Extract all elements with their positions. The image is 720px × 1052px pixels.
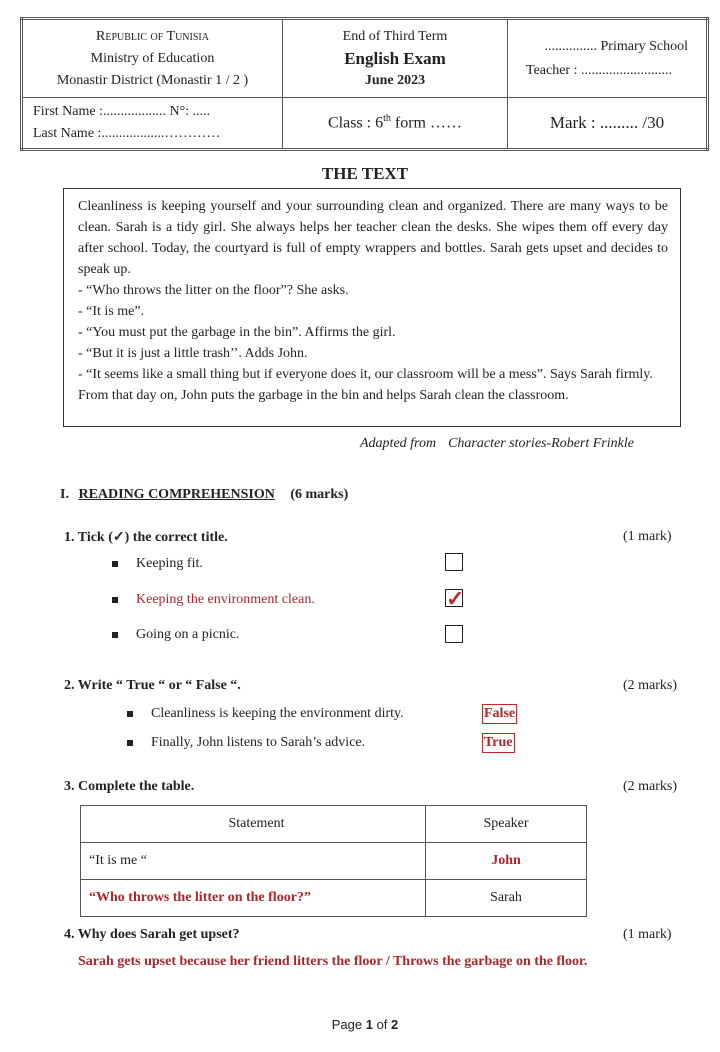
q1-option-label: Keeping fit. xyxy=(136,556,203,571)
statement-cell: “It is me “ xyxy=(81,843,426,880)
q2-item-text: Finally, John listens to Sarah’s advice. xyxy=(151,735,366,750)
q2-answer-1[interactable]: False xyxy=(482,704,517,724)
bullet-icon xyxy=(112,632,118,638)
statement-answer-cell[interactable]: “Who throws the litter on the floor?” xyxy=(81,880,426,917)
page-current: 1 xyxy=(365,1017,373,1032)
source-credit xyxy=(360,436,646,452)
term-label: End of Third Term xyxy=(342,28,448,44)
check-icon: ✓ xyxy=(446,586,465,611)
district-label: Monastir District (Monastir 1 / 2 ) xyxy=(56,72,249,88)
q1-checkbox-2[interactable] xyxy=(445,586,465,611)
teacher-field[interactable]: Teacher : .......................... xyxy=(526,62,672,78)
bullet-icon xyxy=(112,561,118,567)
table-header-row xyxy=(81,806,587,843)
table-header: Statement xyxy=(81,806,426,843)
page-total: 2 xyxy=(391,1017,399,1032)
first-name-field[interactable]: First Name :.................. N°: ..... xyxy=(33,104,211,119)
q2-marks: (2 marks) xyxy=(623,678,678,693)
q1-checkbox-3[interactable] xyxy=(445,625,463,643)
q4-label: 4. Why does Sarah get upset? xyxy=(64,927,240,942)
q1-option xyxy=(112,592,315,608)
bullet-icon xyxy=(127,740,133,746)
q2-item xyxy=(127,706,404,722)
header-name-cell xyxy=(22,98,283,150)
q1-option xyxy=(112,556,203,572)
passage-line: From that day on, John puts the garbage in the bin and helps Sarah clean the classroom. xyxy=(78,388,569,403)
q1-checkbox-1[interactable] xyxy=(445,553,463,571)
exam-date: June 2023 xyxy=(364,72,426,88)
section-marks: (6 marks) xyxy=(290,487,349,502)
text-title: THE TEXT xyxy=(321,164,409,183)
q1-label: 1. Tick (✓) the correct title. xyxy=(64,530,228,545)
passage-line: - “But it is just a little trash’’. Adds John. xyxy=(78,346,308,361)
bullet-icon xyxy=(112,597,118,603)
passage-line: - “It seems like a small thing but if everyone does it, our classroom will be a mess”. Says Sarah firmly. xyxy=(78,367,653,382)
table-header: Speaker xyxy=(426,806,587,843)
q1-marks: (1 mark) xyxy=(623,529,672,544)
class-suffix: form …… xyxy=(390,114,462,132)
passage-line: - “It is me”. xyxy=(78,304,145,319)
q4-answer[interactable]: Sarah gets upset because her friend litters the floor / Throws the garbage on the floor. xyxy=(78,954,588,969)
section-number: I. xyxy=(60,487,69,502)
adapted-source: Character stories-Robert Frinkle xyxy=(448,436,634,451)
speaker-table xyxy=(80,805,587,917)
class-sup: th xyxy=(383,113,391,125)
header-ministry-cell xyxy=(22,19,283,98)
table-row xyxy=(81,843,587,880)
adapted-label: Adapted from xyxy=(360,436,437,451)
header-school-cell xyxy=(508,19,708,98)
q3-marks: (2 marks) xyxy=(623,779,678,794)
bullet-icon xyxy=(127,711,133,717)
class-field[interactable] xyxy=(283,98,508,150)
passage-line: - “You must put the garbage in the bin”. Affirms the girl. xyxy=(78,325,396,340)
q2-label: 2. Write “ True “ or “ False “. xyxy=(64,678,241,693)
q4-marks: (1 mark) xyxy=(623,927,672,942)
page-prefix: Page xyxy=(331,1017,366,1032)
page-number xyxy=(0,1017,720,1032)
passage-paragraph: Cleanliness is keeping yourself and your surrounding clean and organized. There are many ways to be clean. Sarah is a tidy girl. She always helps her teacher clean the desks. She wipes them off every day after school. Today, the courtyard is full of empty wrappers and bottles. Sarah gets upset and decides to speak up. xyxy=(78,199,668,277)
q2-item-text: Cleanliness is keeping the environment dirty. xyxy=(151,706,404,721)
q1-option-label: Going on a picnic. xyxy=(136,627,240,642)
school-field[interactable]: ............... Primary School xyxy=(544,38,688,54)
section-heading xyxy=(60,487,348,503)
section-title: READING COMPREHENSION xyxy=(78,487,275,502)
q2-item xyxy=(127,735,365,751)
header-table xyxy=(20,17,709,151)
ministry-label: Ministry of Education xyxy=(90,50,215,66)
last-name-field[interactable]: Last Name :..................………… xyxy=(33,126,221,141)
passage-line: - “Who throws the litter on the floor”? She asks. xyxy=(78,283,349,298)
q1-option xyxy=(112,627,239,643)
class-prefix: Class : 6 xyxy=(327,114,384,132)
exam-title: English Exam xyxy=(344,48,446,68)
q3-label: 3. Complete the table. xyxy=(64,779,195,794)
header-exam-cell xyxy=(283,19,508,98)
speaker-answer-cell[interactable]: John xyxy=(426,843,587,880)
table-row xyxy=(81,880,587,917)
q2-answer-2[interactable]: True xyxy=(482,733,515,753)
q1-option-label: Keeping the environment clean. xyxy=(136,592,315,607)
mark-field[interactable]: Mark : ......... /30 xyxy=(508,98,708,150)
republic-label: Republic of Tunisia xyxy=(96,28,209,44)
passage-box xyxy=(63,188,681,427)
page-mid: of xyxy=(372,1017,392,1032)
speaker-cell: Sarah xyxy=(426,880,587,917)
